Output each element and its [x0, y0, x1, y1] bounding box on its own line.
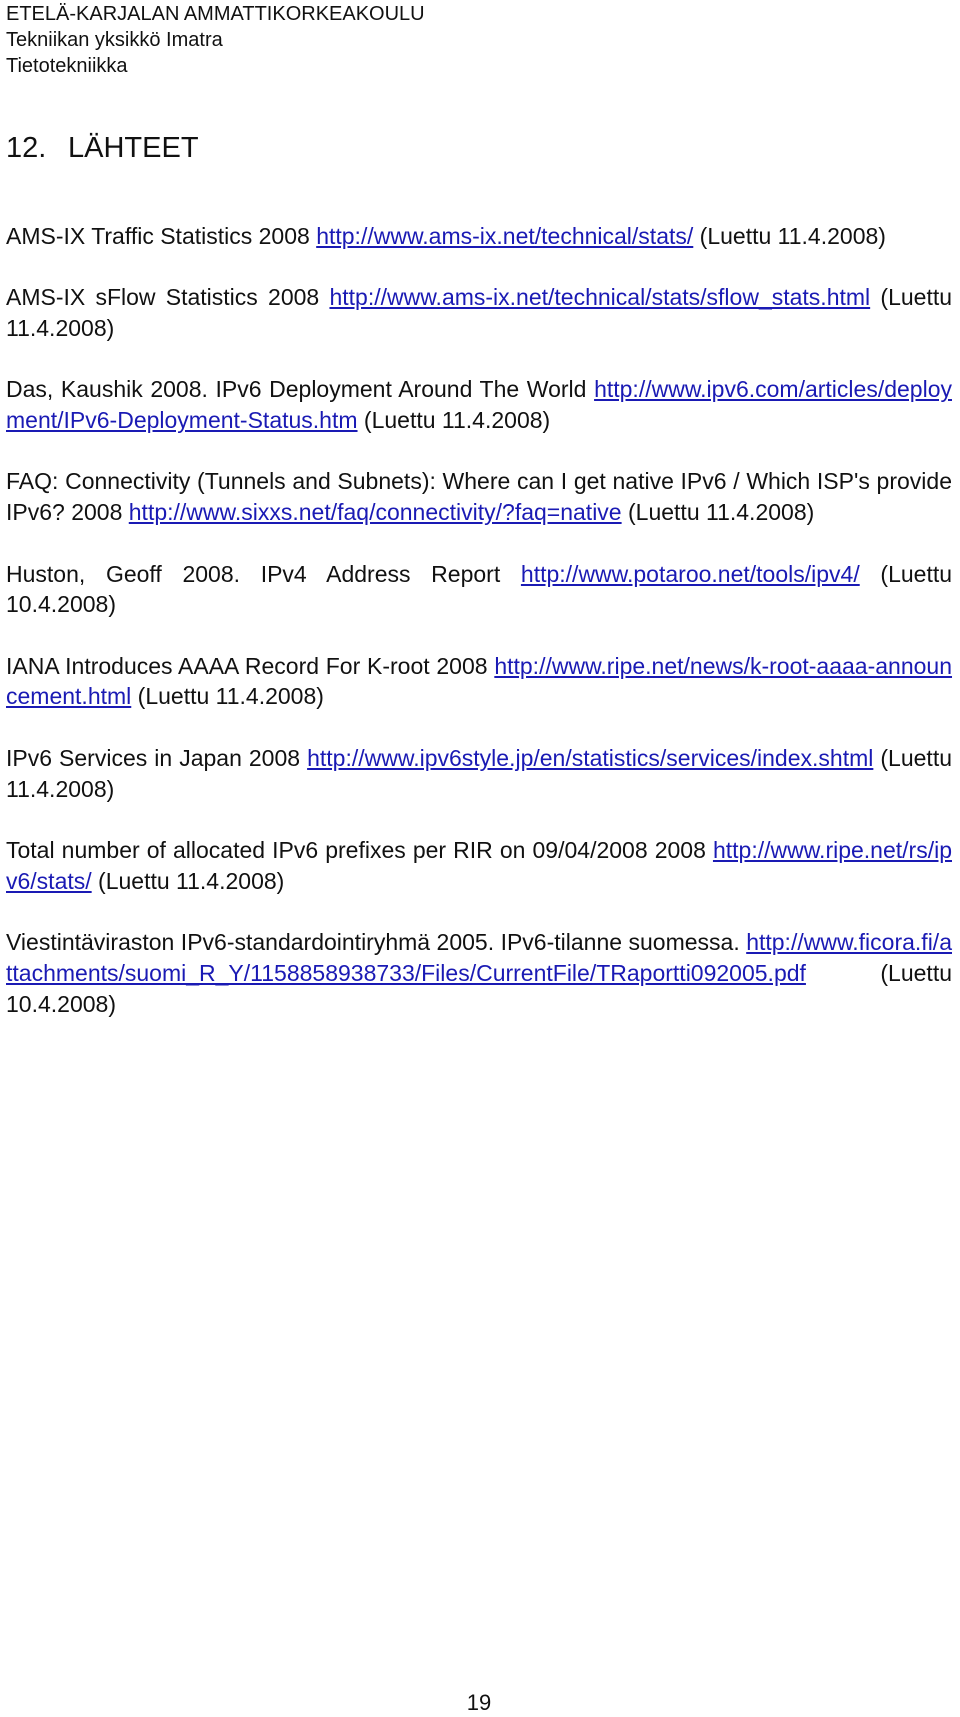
reference-read-date: (Luettu 11.4.2008): [363, 407, 551, 434]
reference-text: AMS-IX Traffic Statistics 2008: [6, 223, 310, 249]
reference-text: Total number of allocated IPv6 prefixes per RIR on 09/04/2008 2008: [6, 836, 706, 863]
reference-item: [6, 835, 952, 897]
reference-item: [6, 374, 952, 436]
section-number: 12.: [6, 132, 47, 164]
reference-link[interactable]: http://www.ripe.net/rs/ipv6/stats/: [6, 836, 952, 894]
reference-link[interactable]: http://www.ipv6.com/articles/deployment/IPv6-Deployment-Status.htm: [6, 376, 952, 434]
reference-read-date: (Luettu 11.4.2008): [6, 744, 952, 802]
reference-item: [6, 743, 952, 805]
reference-read-date: (Luettu 10.4.2008): [6, 560, 953, 618]
header-unit: Tekniikan yksikkö Imatra: [6, 29, 223, 51]
header-institution: ETELÄ-KARJALAN AMMATTIKORKEAKOULU: [6, 3, 425, 25]
reference-item: [6, 927, 952, 1019]
reference-read-date: (Luettu 11.4.2008): [699, 223, 886, 249]
reference-text: IPv6 Services in Japan 2008: [6, 744, 301, 771]
reference-item: [6, 651, 952, 713]
header-program: Tietotekniikka: [6, 55, 128, 77]
reference-item: [6, 559, 952, 621]
reference-link[interactable]: http://www.ficora.fi/attachments/suomi_R_Y/1158858938733/Files/CurrentFile/TRaportti092005.pdf: [6, 928, 952, 986]
reference-link[interactable]: http://www.ipv6style.jp/en/statistics/services/index.shtml: [307, 744, 874, 771]
reference-list: [6, 221, 952, 1050]
section-title: LÄHTEET: [68, 132, 199, 164]
section-heading: [6, 130, 199, 166]
reference-text: IANA Introduces AAAA Record For K-root 2008: [6, 652, 488, 679]
reference-link[interactable]: http://www.ams-ix.net/technical/stats/sflow_stats.html: [329, 284, 871, 311]
reference-link[interactable]: http://www.ams-ix.net/technical/stats/: [316, 223, 694, 249]
reference-link[interactable]: http://www.sixxs.net/faq/connectivity/?faq=native: [128, 499, 622, 526]
reference-text: FAQ: Connectivity (Tunnels and Subnets): Where can I get native IPv6 / Which ISP's provide IPv6? 2008: [6, 468, 952, 526]
reference-item: [6, 282, 952, 344]
reference-item: [6, 221, 952, 252]
reference-read-date: (Luettu 11.4.2008): [6, 284, 953, 342]
reference-text: Viestintäviraston IPv6-standardointiryhmä 2005. IPv6-tilanne suomessa.: [6, 928, 740, 955]
reference-read-date: (Luettu 11.4.2008): [628, 499, 815, 526]
reference-text: Das, Kaushik 2008. IPv6 Deployment Around The World: [6, 376, 587, 403]
reference-read-date: (Luettu 10.4.2008): [6, 959, 952, 1017]
document-page: [6, 0, 952, 1717]
reference-read-date: (Luettu 11.4.2008): [137, 683, 324, 710]
reference-text: Huston, Geoff 2008. IPv4 Address Report: [6, 560, 501, 587]
reference-read-date: (Luettu 11.4.2008): [98, 867, 285, 894]
reference-text: AMS-IX sFlow Statistics 2008: [6, 284, 320, 311]
reference-item: [6, 466, 952, 528]
page-number: 19: [466, 1690, 492, 1715]
reference-link[interactable]: http://www.potaroo.net/tools/ipv4/: [520, 560, 860, 587]
reference-link[interactable]: http://www.ripe.net/news/k-root-aaaa-announcement.html: [6, 652, 953, 710]
